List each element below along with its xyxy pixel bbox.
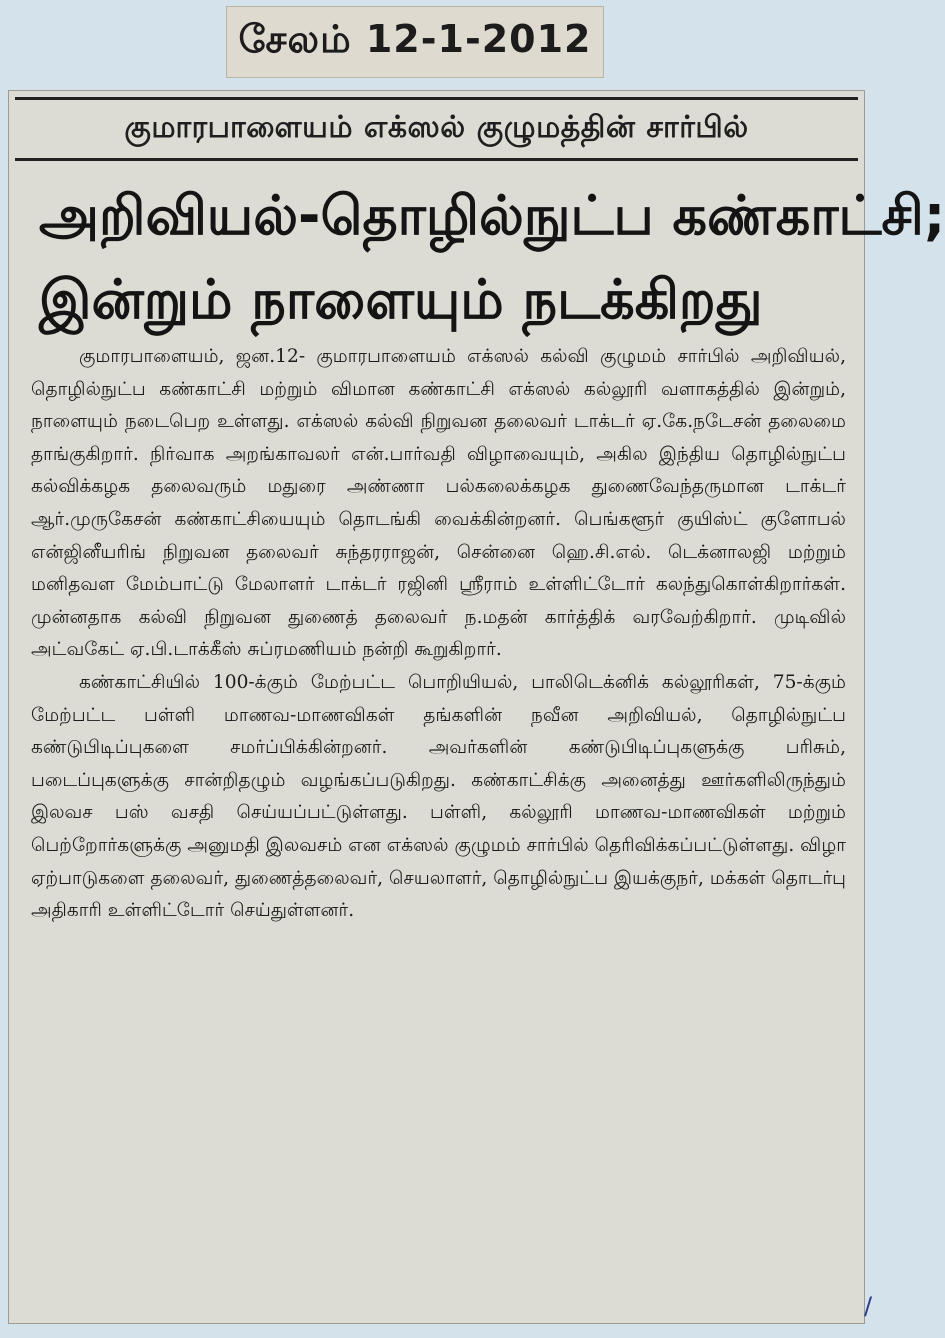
dateline-label — [226, 6, 604, 78]
paragraph-2: கண்காட்சியில் 100-க்கும் மேற்பட்ட பொறியியல், பாலிடெக்னிக் கல்லூரிகள், 75-க்கும் மேற்பட்ட பள்ளி மாணவ-மாணவிகள் தங்களின் நவீன அறிவியல், தொழில்நுட்ப கண்டுபிடிப்புகளை சமர்ப்பிக்கின்றனர். அவர்களின் கண்டுபிடிப்புகளுக்கு பரிசும், படைப்புகளுக்கு சான்றிதழும் வழங்கப்படுகிறது. கண்காட்சிக்கு அனைத்து ஊர்களிலிருந்தும் இலவச பஸ் வசதி செய்யப்பட்டுள்ளது. பள்ளி, கல்லூரி மாணவ-மாணவிகள் மற்றும் பெற்றோர்களுக்கு அனுமதி இலவசம் என எக்ஸல் குழுமம் சார்பில் தெரிவிக்கப்பட்டுள்ளது. விழா ஏற்பாடுகளை தலைவர், துணைத்தலைவர், செயலாளர், தொழில்நுட்ப இயக்குநர், மக்கள் தொடர்பு அதிகாரி உள்ளிட்டோர் செய்துள்ளனர். — [31, 671, 846, 922]
paragraph-1: குமாரபாளையம், ஜன.12- குமாரபாளையம் எக்ஸல் கல்வி குழுமம் சார்பில் அறிவியல், தொழில்நுட்ப கண்காட்சி மற்றும் விமான கண்காட்சி எக்ஸல் கல்லூரி வளாகத்தில் இன்றும், நாளையும் நடைபெற உள்ளது. எக்ஸல் கல்வி நிறுவன தலைவர் டாக்டர் ஏ.கே.நடேசன் தலைமை தாங்குகிறார். நிர்வாக அறங்காவலர் என்.பார்வதி விழாவையும், அகில இந்திய தொழில்நுட்ப கல்விக்கழக தலைவரும் மதுரை அண்ணா பல்கலைக்கழக துணைவேந்தருமான டாக்டர் ஆர்.முருகேசன் கண்காட்சியையும் தொடங்கி வைக்கின்றனர். பெங்களூர் குயிஸ்ட் குளோபல் என்ஜினீயரிங் நிறுவன தலைவர் சுந்தரராஜன், சென்னை ஹெ.சி.எல். டெக்னாலஜி மற்றும் மனிதவள மேம்பாட்டு மேலாளர் டாக்டர் ரஜினி ஸ்ரீராம் உள்ளிட்டோர் கலந்துகொள்கிறார்கள். முன்னதாக கல்வி நிறுவன துணைத் தலைவர் ந.மதன் கார்த்திக் வரவேற்கிறார். முடிவில் அட்வகேட் ஏ.பி.டாக்கீஸ் சுப்ரமணியம் நன்றி கூறுகிறார். — [31, 346, 846, 661]
dateline-text: சேலம் 12-1-2012 — [238, 17, 592, 61]
strapline-text: குமாரபாளையம் எக்ஸல் குழுமத்தின் சார்பில் — [124, 109, 749, 145]
newspaper-clipping — [8, 90, 945, 1324]
headline-line-2: இன்றும் நாளையும் நடக்கிறது — [39, 268, 763, 331]
headline-line-1: அறிவியல்-தொழில்நுட்ப கண்காட்சி; — [39, 184, 945, 247]
article-body — [31, 341, 846, 928]
pen-mark: / — [864, 1292, 873, 1320]
strapline — [15, 97, 858, 161]
